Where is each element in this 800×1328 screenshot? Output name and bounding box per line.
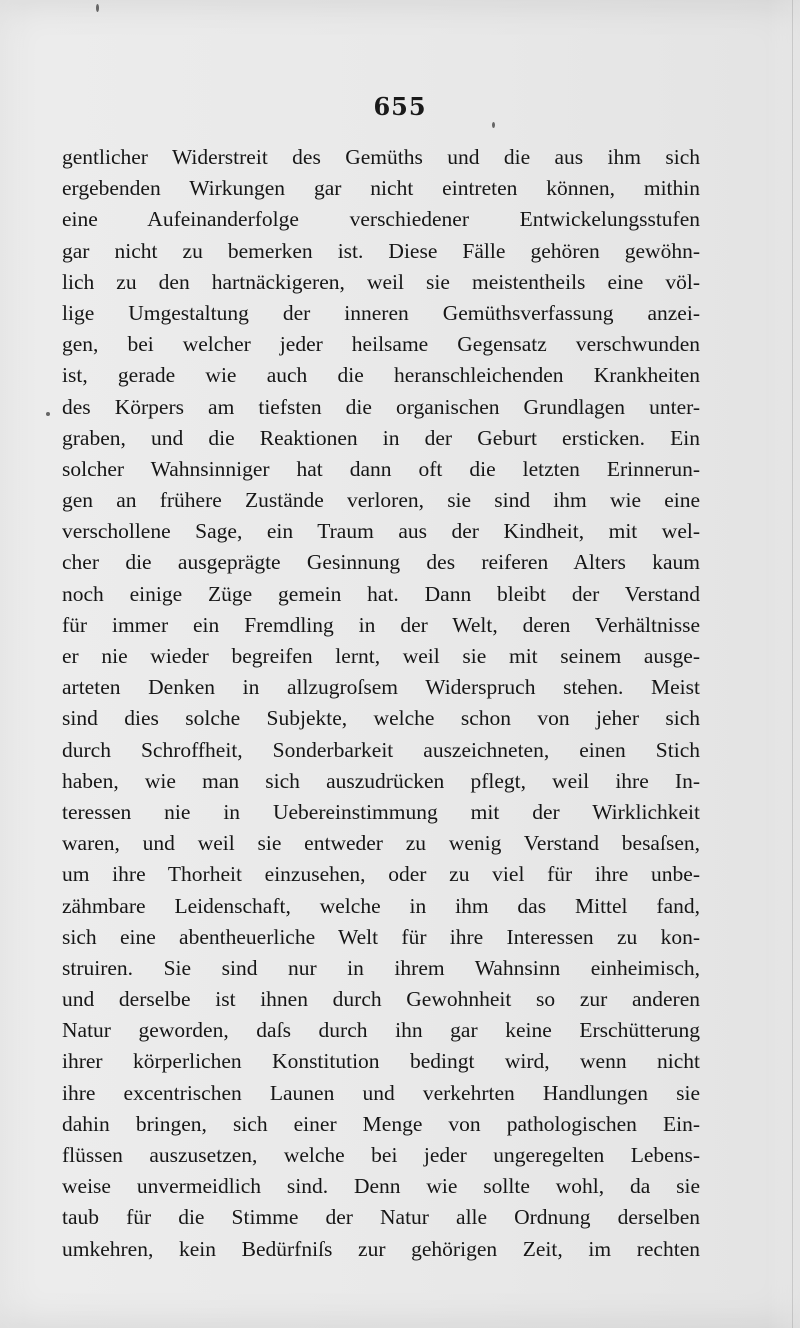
text-line: gar nicht zu bemerken ist. Diese Fälle gehören gewöhn- <box>62 238 700 263</box>
print-speck <box>46 412 50 416</box>
text-line: ist, gerade wie auch die heranschleichenden Krankheiten <box>62 363 700 388</box>
text-line: haben, wie man sich auszudrücken pflegt, weil ihre In- <box>62 768 700 793</box>
text-line: waren, und weil sie entweder zu wenig Verstand besaſsen, <box>62 831 700 856</box>
text-line: arteten Denken in allzugroſsem Widerspruch stehen. Meist <box>62 675 700 700</box>
text-line: um ihre Thorheit einzusehen, oder zu viel für ihre unbe- <box>62 862 700 887</box>
text-line: Natur geworden, daſs durch ihn gar keine Erschütterung <box>62 1018 700 1043</box>
text-line: struiren. Sie sind nur in ihrem Wahnsinn einheimisch, <box>62 955 700 980</box>
text-line: durch Schroffheit, Sonderbarkeit auszeichneten, einen Stich <box>62 737 700 762</box>
text-line: taub für die Stimme der Natur alle Ordnung derselben <box>62 1205 700 1230</box>
text-line: für immer ein Fremdling in der Welt, deren Verhältnisse <box>62 612 700 637</box>
text-line: umkehren, kein Bedürfniſs zur gehörigen Zeit, im rechten <box>62 1236 700 1261</box>
text-line: noch einige Züge gemein hat. Dann bleibt der Verstand <box>62 581 700 606</box>
text-line: eine Aufeinanderfolge verschiedener Entwickelungsstufen <box>62 207 700 232</box>
text-line: ergebenden Wirkungen gar nicht eintreten können, mithin <box>62 176 700 201</box>
text-line: solcher Wahnsinniger hat dann oft die letzten Erinnerun- <box>62 456 700 481</box>
text-line: gen an frühere Zustände verloren, sie sind ihm wie eine <box>62 488 700 513</box>
text-line: des Körpers am tiefsten die organischen Grundlagen unter- <box>62 394 700 419</box>
text-line: gentlicher Widerstreit des Gemüths und die aus ihm sich <box>62 145 700 169</box>
text-line: graben, und die Reaktionen in der Geburt ersticken. Ein <box>62 425 700 450</box>
text-line: dahin bringen, sich einer Menge von pathologischen Ein- <box>62 1111 700 1136</box>
print-speck <box>96 4 99 12</box>
text-line: ihre excentrischen Launen und verkehrten Handlungen sie <box>62 1080 700 1105</box>
text-line: weise unvermeidlich sind. Denn wie sollte wohl, da sie <box>62 1174 700 1199</box>
page-edge <box>792 0 793 1328</box>
text-line: teressen nie in Uebereinstimmung mit der Wirklichkeit <box>62 799 700 824</box>
page-number: 655 <box>373 92 427 121</box>
text-line: sind dies solche Subjekte, welche schon von jeher sich <box>62 706 700 731</box>
text-line: und derselbe ist ihnen durch Gewohnheit so zur anderen <box>62 987 700 1012</box>
text-line: er nie wieder begreifen lernt, weil sie mit seinem ausge- <box>62 644 700 668</box>
text-line: verschollene Sage, ein Traum aus der Kindheit, mit wel- <box>62 519 700 544</box>
text-line: cher die ausgeprägte Gesinnung des reiferen Alters kaum <box>62 550 700 575</box>
text-line: ihrer körperlichen Konstitution bedingt wird, wenn nicht <box>62 1049 700 1074</box>
text-line: zähmbare Leidenschaft, welche in ihm das Mittel fand, <box>62 893 700 918</box>
body-text <box>62 142 700 1265</box>
text-line: gen, bei welcher jeder heilsame Gegensatz verschwunden <box>62 332 700 357</box>
text-line: lich zu den hartnäckigeren, weil sie meistentheils eine völ- <box>62 269 700 294</box>
print-speck <box>492 122 495 128</box>
text-line: sich eine abentheuerliche Welt für ihre Interessen zu kon- <box>62 924 700 949</box>
text-line: lige Umgestaltung der inneren Gemüthsverfassung anzei- <box>62 300 700 325</box>
text-line: flüssen auszusetzen, welche bei jeder ungeregelten Lebens- <box>62 1143 700 1167</box>
